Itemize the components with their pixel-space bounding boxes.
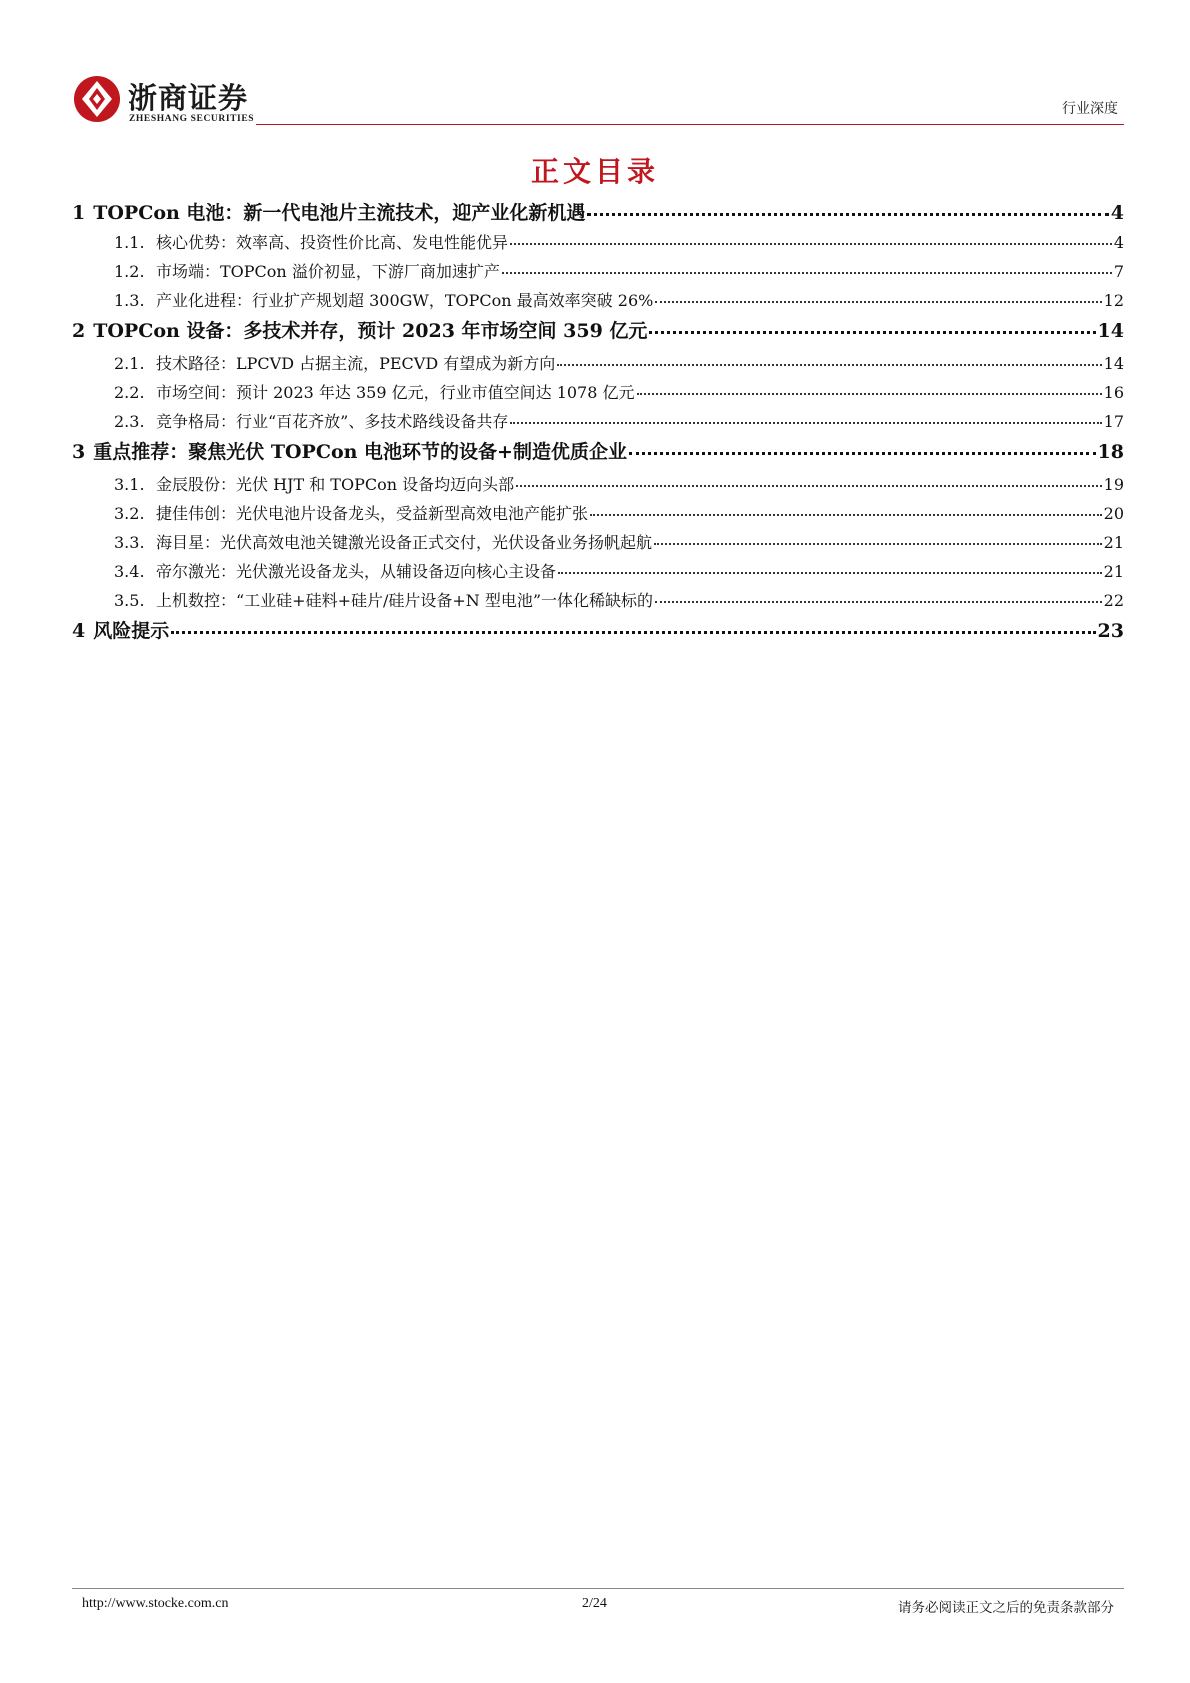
toc-dot-leader (171, 631, 1095, 634)
toc-entry-title: TOPCon 设备：多技术并存，预计 2023 年市场空间 359 亿元 (93, 320, 648, 342)
toc-entry-page: 7 (1113, 262, 1124, 281)
toc-entry-1-1[interactable] (72, 230, 1124, 253)
toc-entry-1[interactable] (72, 198, 1124, 225)
toc-entry-page: 22 (1103, 591, 1124, 610)
toc-entry-4[interactable] (72, 616, 1124, 643)
toc-entry-title: 市场端：TOPCon 溢价初显，下游厂商加速扩产 (156, 262, 500, 281)
toc-entry-page: 16 (1103, 383, 1124, 402)
toc-entry-title: TOPCon 电池：新一代电池片主流技术，迎产业化新机遇 (93, 202, 586, 224)
toc-entry-title: 捷佳伟创：光伏电池片设备龙头，受益新型高效电池产能扩张 (156, 504, 589, 523)
header-divider (256, 124, 1124, 125)
toc-entry-page: 4 (1110, 202, 1124, 224)
toc-entry-number: 3.3. (114, 533, 145, 552)
toc-entry-page: 21 (1103, 562, 1124, 581)
toc-entry-page: 19 (1103, 475, 1124, 494)
toc-entry-number: 3.1. (114, 475, 145, 494)
toc-dot-leader (637, 393, 1102, 395)
toc-entry-page: 12 (1103, 291, 1124, 310)
toc-entry-3-2[interactable] (72, 501, 1124, 524)
toc-entry-title: 市场空间：预计 2023 年达 359 亿元，行业市值空间达 1078 亿元 (156, 383, 635, 402)
toc-entry-page: 17 (1103, 412, 1124, 431)
toc-entry-3[interactable] (72, 437, 1124, 464)
toc-entry-title: 帝尔激光：光伏激光设备龙头，从辅设备迈向核心主设备 (156, 562, 557, 581)
toc-entry-3-3[interactable] (72, 530, 1124, 553)
toc-entry-title: 产业化进程：行业扩产规划超 300GW，TOPCon 最高效率突破 26% (156, 291, 654, 310)
zheshang-logo-icon (72, 74, 122, 124)
toc-dot-leader (557, 364, 1101, 366)
toc-dot-leader (510, 422, 1101, 424)
toc-dot-leader (558, 572, 1102, 574)
toc-entry-number: 2.2. (114, 383, 145, 402)
toc-entry-number: 3.2. (114, 504, 145, 523)
toc-entry-page: 23 (1097, 620, 1124, 642)
toc-entry-number: 3.5. (114, 591, 145, 610)
toc-dot-leader (510, 243, 1112, 245)
page-header (72, 68, 1124, 128)
toc-entry-number: 1.2. (114, 262, 145, 281)
toc-dot-leader (516, 485, 1102, 487)
toc-entry-number: 1.1. (114, 233, 145, 252)
brand-name-cn: 浙商证券 (128, 81, 249, 115)
toc-dot-leader (655, 301, 1101, 303)
toc-dot-leader (655, 601, 1102, 603)
toc-entry-1-3[interactable] (72, 288, 1124, 311)
toc-entry-page: 20 (1103, 504, 1124, 523)
toc-entry-page: 14 (1103, 354, 1124, 373)
toc-entry-title: 海目星：光伏高效电池关键激光设备正式交付，光伏设备业务扬帆起航 (156, 533, 653, 552)
toc-entry-3-5[interactable] (72, 588, 1124, 611)
toc-entry-2[interactable] (72, 316, 1124, 343)
footer-page-number: 2/24 (582, 1596, 607, 1611)
toc-dot-leader (654, 543, 1102, 545)
toc-dot-leader (649, 331, 1095, 334)
toc-entry-title: 金辰股份：光伏 HJT 和 TOPCon 设备均迈向头部 (156, 475, 515, 494)
toc-entry-1-2[interactable] (72, 259, 1124, 282)
toc-entry-2-1[interactable] (72, 351, 1124, 374)
toc-entry-3-1[interactable] (72, 472, 1124, 495)
footer-website-link[interactable]: http://www.stocke.com.cn (82, 1596, 229, 1611)
toc-entry-number: 2.3. (114, 412, 145, 431)
toc-entry-title: 上机数控：“工业硅+硅料+硅片/硅片设备+N 型电池”一体化稀缺标的 (156, 591, 654, 610)
toc-entry-title: 风险提示 (93, 620, 170, 642)
footer-disclaimer: 请务必阅读正文之后的免责条款部分 (898, 1600, 1114, 1616)
toc-entry-title: 核心优势：效率高、投资性价比高、发电性能优异 (156, 233, 509, 252)
toc-entry-2-3[interactable] (72, 409, 1124, 432)
toc-dot-leader (587, 213, 1108, 216)
zheshang-logo (72, 74, 402, 130)
toc-dot-leader (590, 514, 1102, 516)
toc-entry-number: 3 (72, 441, 86, 463)
toc-entry-number: 4 (72, 620, 86, 642)
toc-entry-number: 2.1. (114, 354, 145, 373)
toc-entry-number: 1 (72, 202, 86, 224)
toc-entry-page: 21 (1103, 533, 1124, 552)
toc-entry-title: 技术路径：LPCVD 占据主流，PECVD 有望成为新方向 (156, 354, 556, 373)
footer-divider (72, 1588, 1124, 1589)
toc-entry-number: 3.4. (114, 562, 145, 581)
toc-entry-3-4[interactable] (72, 559, 1124, 582)
toc-entry-page: 18 (1097, 441, 1124, 463)
document-type-label: 行业深度 (1062, 101, 1118, 117)
toc-dot-leader (502, 272, 1112, 274)
brand-name-en: ZHESHANG SECURITIES (129, 114, 255, 124)
toc-title: 正文目录 (530, 155, 659, 188)
toc-entry-page: 14 (1097, 320, 1124, 342)
toc-entry-2-2[interactable] (72, 380, 1124, 403)
toc-dot-leader (629, 452, 1096, 455)
toc-entry-number: 2 (72, 320, 86, 342)
toc-entry-title: 重点推荐：聚焦光伏 TOPCon 电池环节的设备+制造优质企业 (93, 441, 627, 463)
toc-entry-title: 竞争格局：行业“百花齐放”、多技术路线设备共存 (156, 412, 509, 431)
toc-entry-number: 1.3. (114, 291, 145, 310)
toc-entry-page: 4 (1113, 233, 1124, 252)
